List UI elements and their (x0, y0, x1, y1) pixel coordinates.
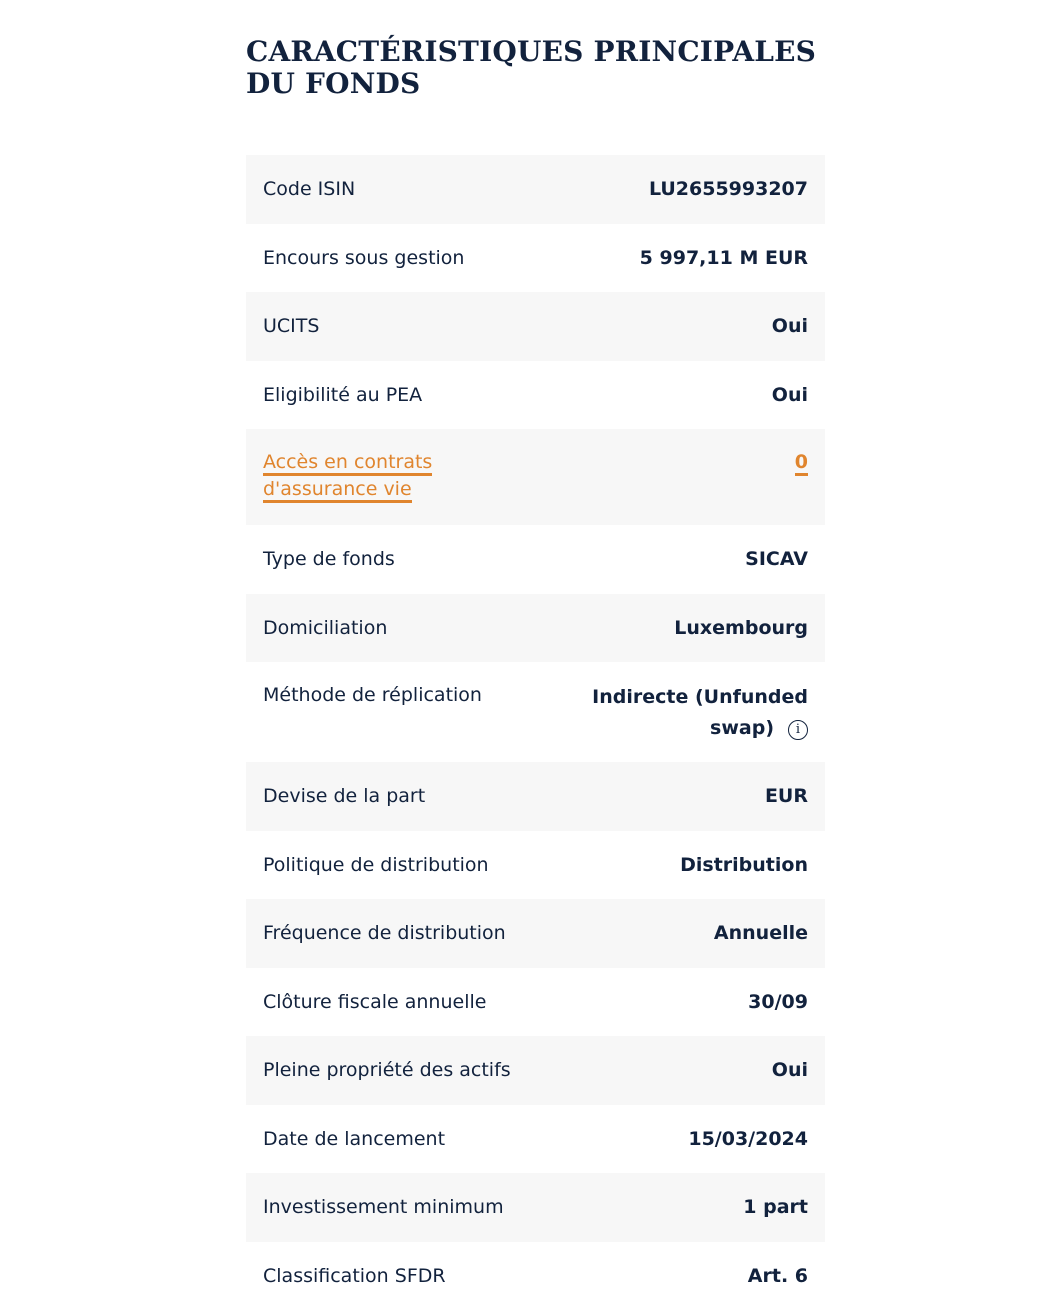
table-row (246, 1036, 825, 1105)
row-value: EUR (765, 783, 808, 810)
link-label-line1: Accès en contrats (263, 451, 432, 476)
row-label: Classification SFDR (263, 1263, 446, 1290)
table-row (246, 762, 825, 831)
table-row (246, 224, 825, 293)
row-label: Domiciliation (263, 615, 387, 642)
row-label: Méthode de réplication (263, 682, 482, 709)
row-label: Date de lancement (263, 1126, 445, 1153)
table-row (246, 899, 825, 968)
value-line2: swap) (710, 717, 774, 739)
table-row (246, 594, 825, 663)
fund-characteristics-section (246, 0, 825, 100)
row-label: Clôture fiscale annuelle (263, 989, 486, 1016)
row-label: Code ISIN (263, 176, 355, 203)
row-label: Investissement minimum (263, 1194, 504, 1221)
row-value: 15/03/2024 (688, 1126, 808, 1153)
table-row (246, 831, 825, 900)
row-value: 30/09 (748, 989, 808, 1016)
characteristics-table (246, 155, 825, 1310)
row-value: Oui (772, 382, 808, 409)
table-row (246, 1173, 825, 1242)
row-label: Fréquence de distribution (263, 920, 506, 947)
table-row (246, 292, 825, 361)
table-row (246, 662, 825, 762)
row-value: Oui (772, 313, 808, 340)
row-value: Distribution (680, 852, 808, 879)
row-label: Eligibilité au PEA (263, 382, 422, 409)
table-row (246, 525, 825, 594)
info-icon[interactable]: i (788, 720, 808, 740)
table-row (246, 361, 825, 430)
table-row (246, 429, 825, 525)
row-label: Encours sous gestion (263, 245, 464, 272)
life-insurance-access-link[interactable] (263, 449, 463, 503)
row-value: Oui (772, 1057, 808, 1084)
row-value: LU2655993207 (649, 176, 808, 203)
row-label: UCITS (263, 313, 319, 340)
life-insurance-count-link[interactable]: 0 (795, 449, 808, 476)
value-line1: Indirecte (Unfunded (578, 682, 808, 713)
row-label: Devise de la part (263, 783, 425, 810)
row-label: Politique de distribution (263, 852, 489, 879)
row-value: Art. 6 (748, 1263, 808, 1290)
row-value: SICAV (745, 546, 808, 573)
table-row (246, 1242, 825, 1310)
table-row (246, 155, 825, 224)
row-value: 1 part (743, 1194, 808, 1221)
table-row (246, 968, 825, 1037)
row-value: 5 997,11 M EUR (640, 245, 808, 272)
section-title: CARACTÉRISTIQUES PRINCIPALES DU FONDS (246, 0, 825, 100)
row-label: Type de fonds (263, 546, 395, 573)
table-row (246, 1105, 825, 1174)
row-value: Luxembourg (674, 615, 808, 642)
row-value: Annuelle (714, 920, 808, 947)
row-value (578, 682, 808, 744)
row-label: Pleine propriété des actifs (263, 1057, 511, 1084)
link-label-line2: d'assurance vie (263, 478, 412, 503)
